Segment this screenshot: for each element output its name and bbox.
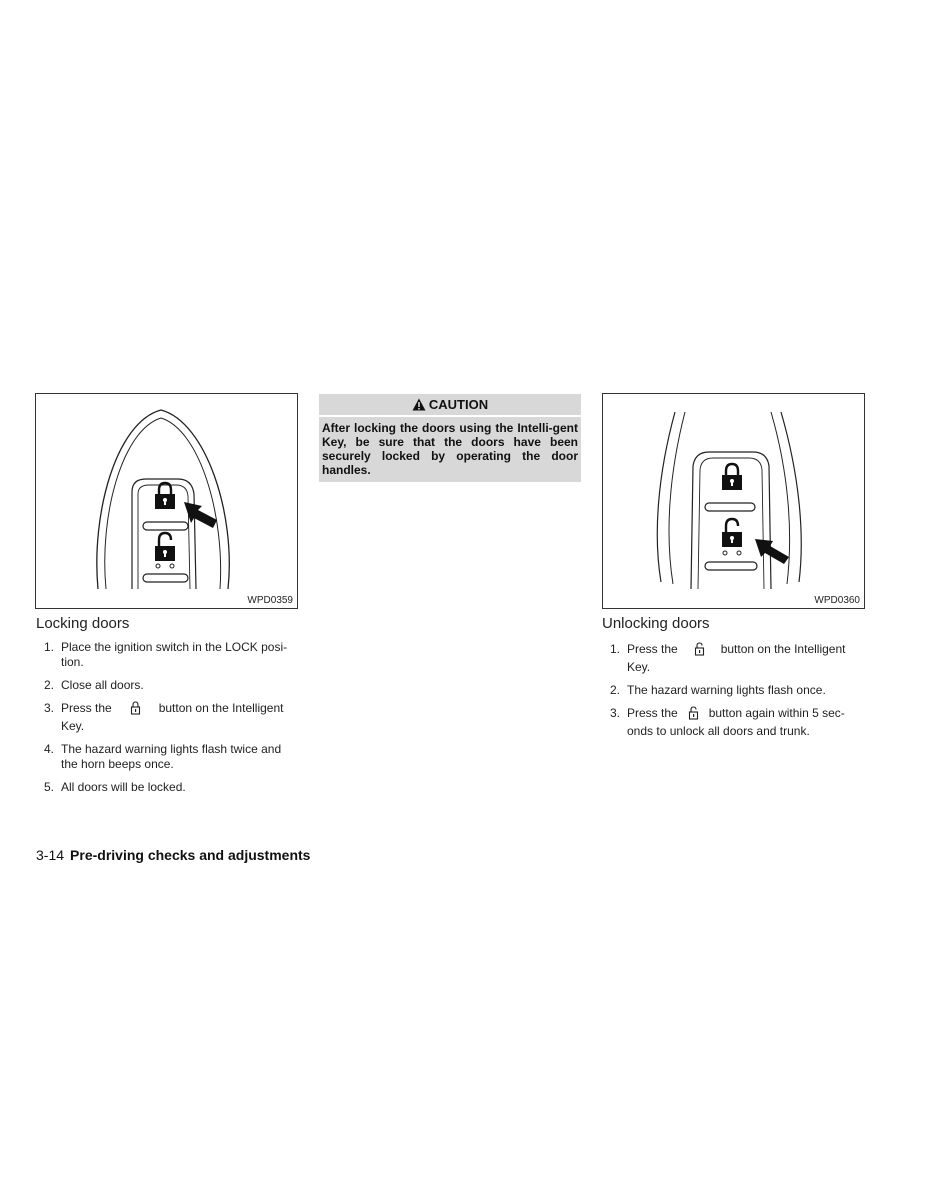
list-item: 3. Press the button again within 5 sec-onds to unlock all doors and trunk. xyxy=(610,706,845,738)
section-title: Pre-driving checks and adjustments xyxy=(70,847,311,863)
unlock-icon xyxy=(722,519,742,547)
caution-text: After locking the doors using the Intelli-gent Key, be sure that the doors have been securely locked by operating the door handles. xyxy=(322,421,578,477)
lock-icon xyxy=(155,483,175,509)
intelligent-key-unlock-illustration xyxy=(603,394,865,609)
list-item: 3. Press the button on the Intelligent Key. xyxy=(44,701,284,733)
list-item: 2. The hazard warning lights flash once. xyxy=(610,683,826,697)
list-item: 1. Place the ignition switch in the LOCK posi-tion. xyxy=(44,640,288,669)
warning-triangle-icon xyxy=(412,398,426,411)
unlocking-steps-list xyxy=(602,642,864,747)
page-number: 3-14 xyxy=(36,847,65,863)
list-item: 1. Press the button on the Intelligent Key. xyxy=(610,642,846,674)
locking-doors-figure xyxy=(35,393,298,609)
list-item: 5. All doors will be locked. xyxy=(44,780,186,794)
figure-code: WPD0359 xyxy=(247,595,293,606)
page-footer xyxy=(36,847,310,863)
caution-title: CAUTION xyxy=(319,394,581,417)
unlocking-doors-heading: Unlocking doors xyxy=(602,615,710,632)
list-item: 2. Close all doors. xyxy=(44,678,144,692)
intelligent-key-lock-illustration xyxy=(36,394,298,609)
figure-code: WPD0360 xyxy=(814,595,860,606)
locking-steps-list xyxy=(36,640,298,803)
unlock-button-icon xyxy=(694,642,705,660)
lock-icon xyxy=(722,464,742,490)
locking-doors-heading: Locking doors xyxy=(36,615,130,632)
arrow-icon xyxy=(755,539,789,564)
list-item: 4. The hazard warning lights flash twice and the horn beeps once. xyxy=(44,742,282,771)
unlocking-doors-figure xyxy=(602,393,865,609)
unlock-button-icon xyxy=(688,706,699,724)
lock-button-icon xyxy=(130,701,141,719)
caution-box xyxy=(319,394,581,482)
unlock-icon xyxy=(155,533,175,561)
